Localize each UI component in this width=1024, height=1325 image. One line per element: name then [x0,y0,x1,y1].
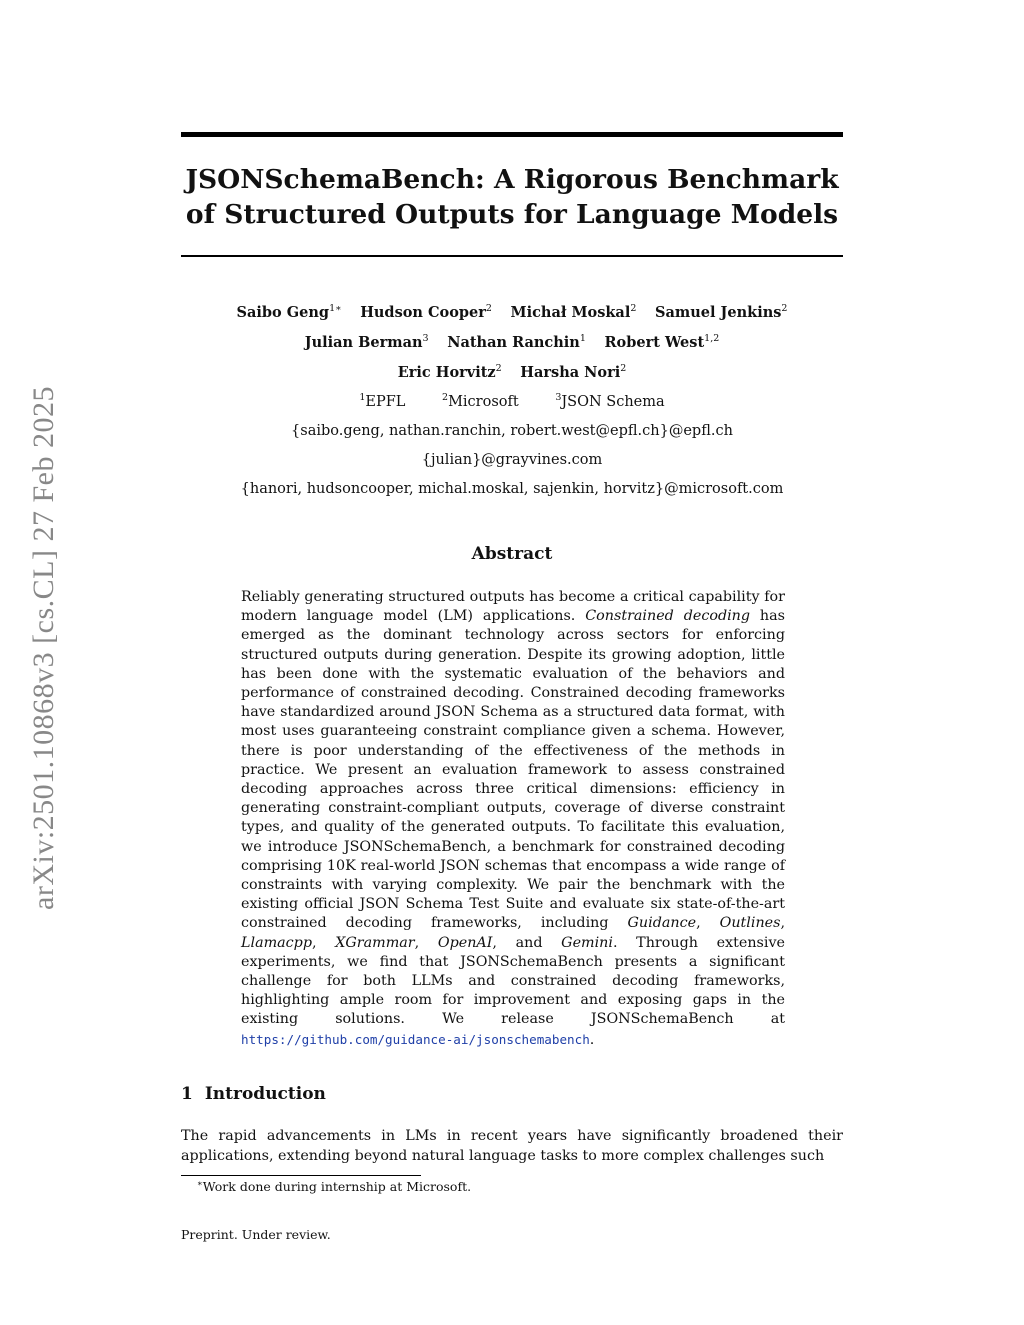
author: Michał Moskal$^2$ [510,303,637,321]
affiliation: $^3$JSON Schema [555,392,665,410]
preprint-notice: Preprint. Under review. [181,1227,331,1242]
title-line-2: of Structured Outputs for Language Models [185,199,839,230]
author: Nathan Ranchin$^1$ [447,333,586,351]
author-line-2 [181,328,843,358]
author: Julian Berman$^3$ [304,333,429,351]
title-line-1: JSONSchemaBench: A Rigorous Benchmark [185,164,839,195]
author-line-3 [181,358,843,388]
arxiv-sidebar [0,0,60,910]
author-line-1 [181,298,843,328]
email-line: {hanori, hudsoncooper, michal.moskal, sajenkin, horvitz}@microsoft.com [240,481,784,497]
email-line: {julian}@grayvines.com [421,452,603,468]
email-line: {saibo.geng, nathan.ranchin, robert.west@epfl.ch}@epfl.ch [291,423,733,439]
author: Samuel Jenkins$^2$ [655,303,788,321]
author: Eric Horvitz$^2$ [397,363,502,381]
author: Harsha Nori$^2$ [520,363,627,381]
title-bottom-rule [181,255,843,257]
author: Robert West$^{1,2}$ [604,333,720,351]
introduction-text: The rapid advancements in LMs in recent years have significantly broadened their applications, extending beyond natural language tasks to more complex challenges such [181,1128,843,1164]
footnote-rule [181,1175,421,1176]
arxiv-identifier: arXiv:2501.10868v3 [cs.CL] 27 Feb 2025 [27,386,60,910]
title-top-rule [181,132,843,137]
footnote: ∗Work done during internship at Microsoft. [197,1179,472,1194]
github-link[interactable]: https://github.com/guidance-ai/jsonschemabench [241,1031,590,1047]
paper-title [181,162,843,232]
affiliation: $^2$Microsoft [442,392,519,410]
affiliation: $^1$EPFL [359,392,406,410]
author-block [181,298,843,504]
author: Saibo Geng$^{1∗}$ [236,303,342,321]
abstract-body: Reliably generating structured outputs has become a critical capability for modern language model (LM) applications. Constrained decoding has emerged as the dominant technology across sectors for enforcing structured outputs during generation. Despite its growing adoption, little has been done with the systematic evaluation of the behaviors and performance of constrained decoding. Constrained decoding frameworks have standardized around JSON Schema as a structured data format, with most uses guaranteeing constraint compliance given a schema. However, there is poor understanding of the effectiveness of the methods in practice. We present an evaluation framework to assess constrained decoding approaches across three critical dimensions: efficiency in generating constraint-compliant outputs, coverage of diverse constraint types, and quality of the generated outputs. To facilitate this evaluation, we introduce JSONSchemaBench, a benchmark for constrained decoding comprising 10K real-world JSON schemas that encompass a wide range of constraints with varying complexity. We pair the benchmark with the existing official JSON Schema Test Suite and evaluate six state-of-the-art constrained decoding frameworks, including Guidance, Outlines, Llamacpp, XGrammar, OpenAI, and Gemini. Through extensive experiments, we find that JSONSchemaBench presents a significant challenge for both LLMs and constrained decoding frameworks, highlighting ample room for improvement and exposing gaps in the existing solutions. We release JSONSchemaBench at https://github.com/guidance-ai/jsonschemabench. [241,589,785,1048]
affiliations [181,388,843,417]
author: Hudson Cooper$^2$ [360,303,492,321]
abstract-heading: Abstract [471,544,553,564]
section-heading-introduction: 1 Introduction [181,1084,326,1104]
